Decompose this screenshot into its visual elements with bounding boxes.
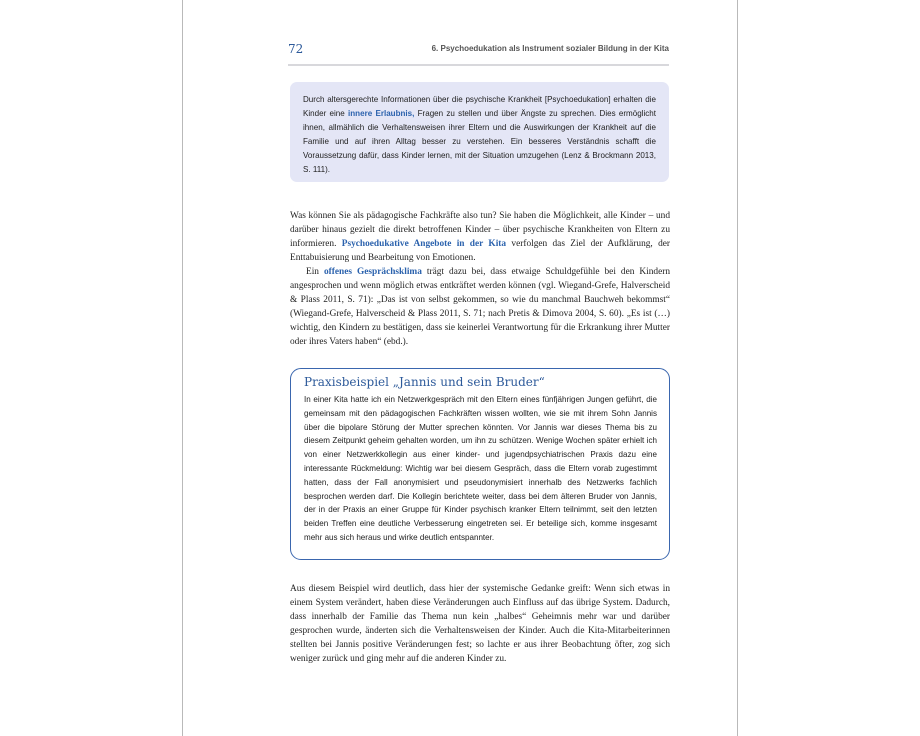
quote-highlight: innere Erlaubnis, [348, 109, 415, 118]
book-page [182, 0, 738, 736]
page-number: 72 [288, 42, 304, 56]
running-chapter-title: 6. Psychoedukation als Instrument sozialer Bildung in der Kita [431, 44, 669, 53]
conclusion-text-section [290, 582, 670, 666]
highlight-open-climate: offenes Gesprächsklima [323, 267, 422, 277]
main-text-section [290, 209, 670, 349]
highlight-psychoeducational-offers: Psychoedukative Angebote in der Kita [341, 239, 507, 249]
paragraph-systemic-thought: Aus diesem Beispiel wird deutlich, dass hier der systemische Gedanke greift: Wenn sich etwas in einem System verändert, haben diese Veränderungen auch Einfluss auf das übrige System. Dadurch, dass innerhalb der Familie das Thema nun kein „halbes“ Geheimnis mehr war und darüber gesprochen wurde, änderten sich die Verhaltensweisen der Kinder. Auch die Kita-Mitarbeiterinnen stellten bei Jannis positive Veränderungen fest; so lachte er aus ihrer Beobachtung öfter, zog sich weniger zurück und ging mehr auf die anderen Kinder zu. [290, 584, 670, 664]
practice-example-text: In einer Kita hatte ich ein Netzwerkgespräch mit den Eltern eines fünfjährigen Jungen geführt, die gemeinsam mit den pädagogischen Fachkräften wissen wollten, wie sie mit ihrem Sohn Jannis über die bipolare Störung der Mutter sprechen könnten. Vor Jannis war dieses Thema bis zu diesem Zeitpunkt geheim gehalten worden, um ihn zu schützen. Wenige Wochen später erhielt ich von einer Netzwerkkollegin aus einer kinder- und jugendpsychiatrischen Praxis dazu eine interessante Rückmeldung: Wichtig war bei diesem Gespräch, dass die Eltern vorab zugestimmt hatten, dass der Fall anonymisiert und pseudonymisiert innerhalb des Netzwerks fachlich besprochen werden darf. Die Kollegin berichtete weiter, dass bei dem älteren Bruder von Jannis, der in der Praxis an einer Gruppe für Kinder psychisch kranker Eltern teilnimmt, seit den letzten beiden Treffen eine deutliche Verbesserung eingetreten sei. Er beteilige sich, komme insgesamt mehr aus sich heraus und wirke deutlich entspannter. [304, 395, 657, 542]
paragraph-text: verfolgen das Ziel der Aufklärung, der Enttabuisierung und Bearbeitung von Emotionen. [290, 239, 670, 263]
quote-text-end: Fragen zu stellen und über Ängste zu sprechen. Dies ermöglicht ihnen, allmählich die Verhaltensweisen ihrer Eltern und die Auswirkungen der Krankheit auf die Familie und auf ihren Alltag besser zu verstehen. Ein besseres Verständnis schafft die Voraussetzung dafür, dass Kinder lernen, mit der Situation umzugehen (Lenz & Brockmann 2013, S. 111). [303, 109, 656, 174]
practice-example-title: Praxisbeispiel „Jannis und sein Bruder“ [304, 375, 545, 389]
practice-example-box [290, 368, 670, 560]
page-header [288, 42, 669, 66]
paragraph-text: Was können Sie als pädagogische Fachkräfte also tun? Sie haben die Möglichkeit, alle Kinder – und darüber hinaus gezielt die direkt betroffenen Kinder – über psychische Krankheiten von Eltern zu informieren. [290, 211, 670, 249]
paragraph-text: Ein [306, 267, 324, 277]
quote-text-start: Durch altersgerechte Informationen über die psychische Krankheit [Psychoedukation] erhalten die Kinder eine [303, 95, 656, 118]
citation-quote-box [290, 82, 669, 182]
paragraph-what-to-do [290, 209, 670, 265]
paragraph-text: trägt dazu bei, dass etwaige Schuldgefühle bei den Kindern angesprochen und wenn möglich etwas entkräftet werden können (vgl. Wiegand-Grefe, Halverscheid & Plass 2011, S. 71): „Das ist von selbst gekommen, so wie du manchmal Bauchweh bekommst“ (Wiegand-Grefe, Halverscheid & Plass 2011, S. 71; nach Pretis & Dimova 2004, S. 60). „Es ist (…) wichtig, den Kindern zu bestätigen, dass sie keinerlei Verantwortung für die Erkrankung ihrer Mutter oder ihres Vaters haben“ (ebd.). [290, 267, 671, 347]
paragraph-conversation-climate [290, 265, 670, 349]
